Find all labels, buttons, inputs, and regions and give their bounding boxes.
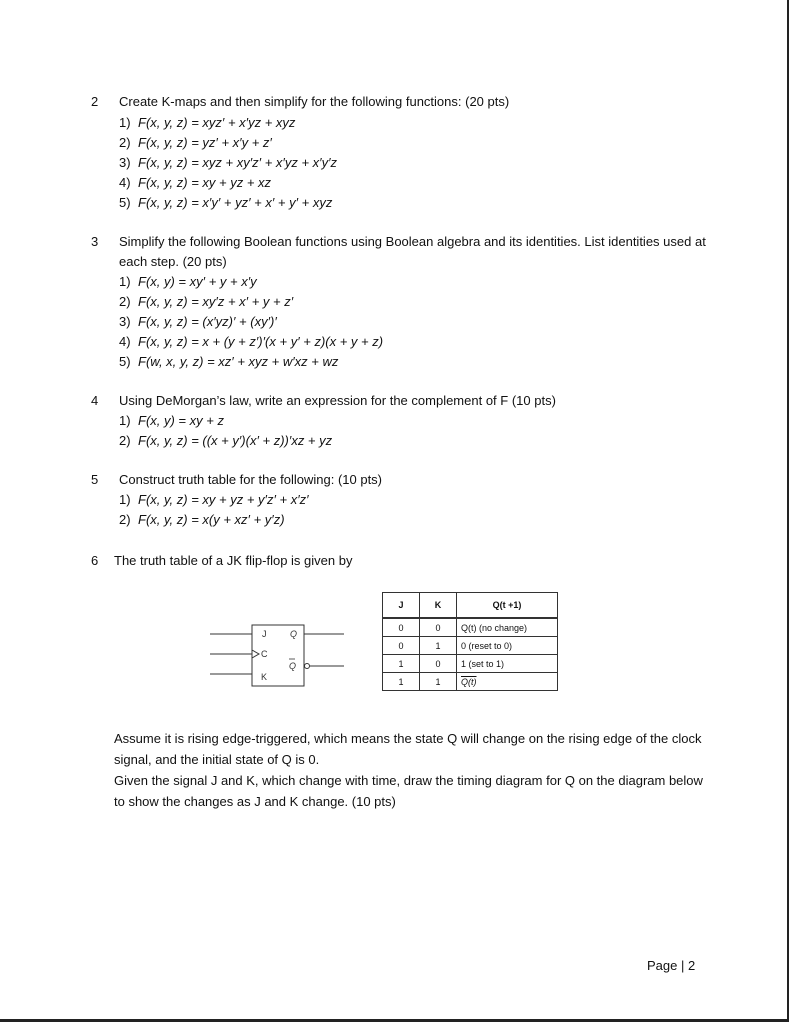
q2-item-5: 5) F(x, y, z) = x′y′ + yz′ + x′ + y′ + xyz [119, 195, 333, 210]
label-q: Q [290, 629, 298, 639]
table-row: 1 1 Q(t) [383, 673, 558, 691]
question-text: Using DeMorgan’s law, write an expression for the complement of F (10 pts) [119, 393, 556, 408]
instruction-paragraph: Given the signal J and K, which change with time, draw the timing diagram for Q on the diagram below to show the changes as J and K change. (10 pts) [114, 773, 703, 809]
jk-truth-table [382, 592, 558, 691]
q4-item-1: 1) F(x, y) = xy + z [119, 413, 224, 428]
qbar-value: Q(t) [461, 676, 477, 687]
question-number: 6 [91, 553, 99, 568]
q2-item-2: 2) F(x, y, z) = yz′ + x′y + z′ [119, 135, 272, 150]
q3-item-4: 4) F(x, y, z) = x + (y + z′)′(x + y′ + z)(x + y + z) [119, 334, 384, 349]
q3-item-2: 2) F(x, y, z) = xy′z + x′ + y + z′ [119, 294, 294, 309]
header-qnext: Q(t +1) [457, 593, 558, 619]
q5-item-1: 1) F(x, y, z) = xy + yz + y′z′ + x′z′ [119, 492, 309, 507]
question-number: 3 [91, 234, 99, 249]
table-row: 1 0 1 (set to 1) [383, 655, 558, 673]
q2-item-4: 4) F(x, y, z) = xy + yz + xz [119, 175, 272, 190]
table-row: 0 1 0 (reset to 0) [383, 637, 558, 655]
question-number: 5 [91, 472, 99, 487]
q3-item-3: 3) F(x, y, z) = (x′yz)′ + (xy′)′ [119, 314, 277, 329]
q2-item-3: 3) F(x, y, z) = xyz + xy′z′ + x′yz + x′y′z [119, 155, 338, 170]
q3-item-1: 1) F(x, y) = xy′ + y + x′y [119, 274, 257, 289]
page-number: Page | 2 [647, 958, 696, 973]
q5-item-2: 2) F(x, y, z) = x(y + xz′ + y′z) [119, 512, 285, 527]
q3-item-5: 5) F(w, x, y, z) = xz′ + xyz + w′xz + wz [119, 354, 339, 369]
question-text: Simplify the following Boolean functions using Boolean algebra and its identities. List identities used at each step. (20 pts) [119, 234, 706, 269]
label-k: K [261, 672, 268, 682]
question-text: Construct truth table for the following: (10 pts) [119, 472, 383, 487]
table-header-row [383, 593, 558, 619]
jk-flipflop-diagram [210, 622, 350, 692]
table-row: 0 0 Q(t) (no change) [383, 618, 558, 637]
inversion-bubble [305, 664, 310, 669]
label-j: J [262, 629, 267, 639]
header-j: J [383, 593, 420, 619]
label-qbar: Q [289, 661, 297, 671]
question-number: 2 [91, 94, 99, 109]
assumption-paragraph: Assume it is rising edge-triggered, which means the state Q will change on the rising edge of the clock signal, and the initial state of Q is 0. [114, 731, 702, 767]
question-text: The truth table of a JK flip-flop is given by [114, 553, 353, 568]
question-number: 4 [91, 393, 99, 408]
question-text: Create K-maps and then simplify for the following functions: (20 pts) [119, 94, 510, 109]
q2-item-1: 1) F(x, y, z) = xyz′ + x′yz + xyz [119, 115, 296, 130]
q4-item-2: 2) F(x, y, z) = ((x + y′)(x′ + z))′xz + yz [119, 433, 333, 448]
label-c: C [261, 649, 268, 659]
header-k: K [420, 593, 457, 619]
